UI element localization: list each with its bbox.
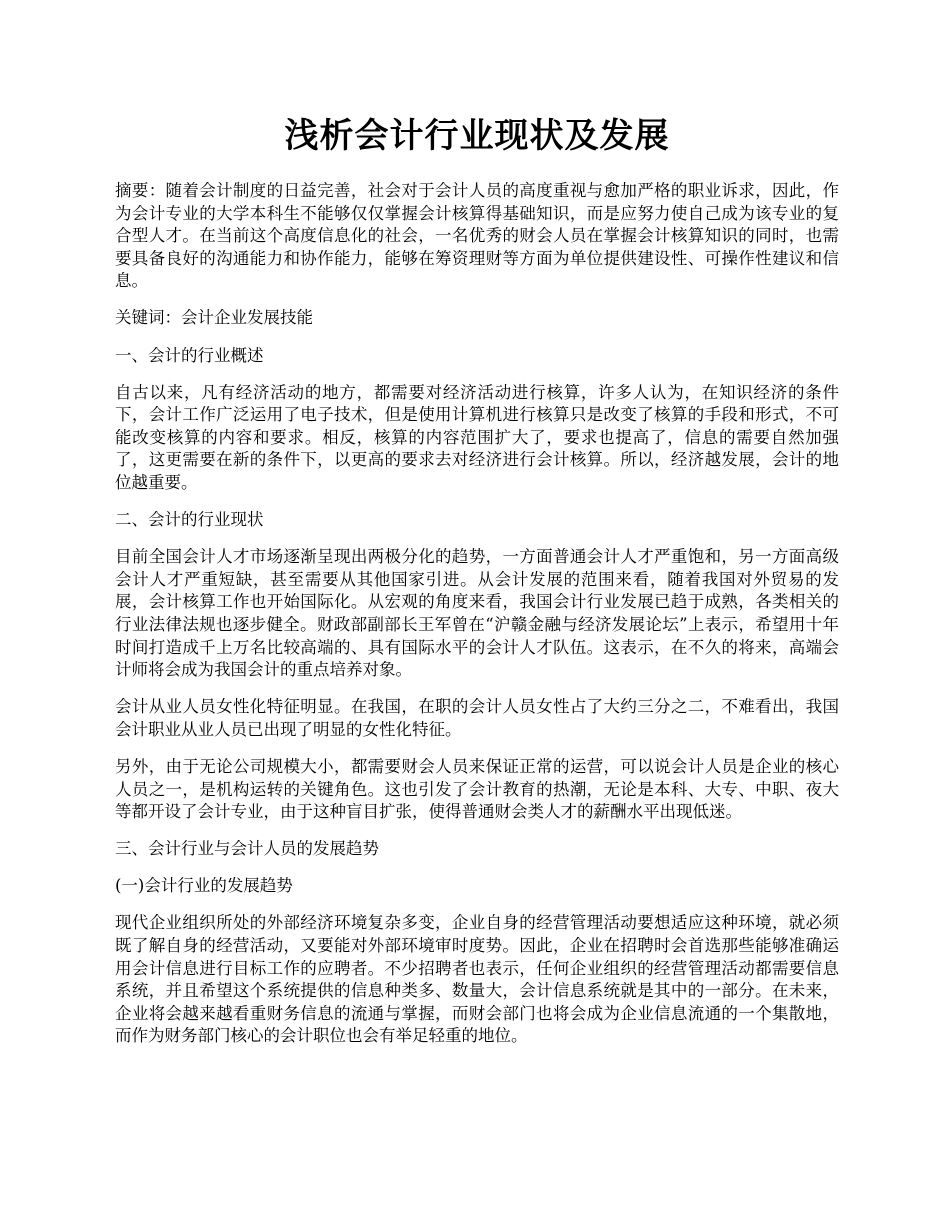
abstract-paragraph: 摘要：随着会计制度的日益完善，社会对于会计人员的高度重视与愈加严格的职业诉求，因此，作为会计专业的大学本科生不能够仅仅掌握会计核算得基础知识，而是应努力使自己成为该专业的复合型人才。在当前这个高度信息化的社会，一名优秀的财会人员在掌握会计核算知识的同时，也需要具备良好的沟通能力和协作能力，能够在筹资理财等方面为单位提供建设性、可操作性建议和信息。: [115, 181, 839, 291]
document-title: 浅析会计行业现状及发展: [284, 116, 670, 156]
keywords-line: 关键词：会计企业发展技能: [115, 308, 313, 328]
section-3-subheading-1: (一)会计行业的发展趋势: [115, 876, 293, 896]
section-3-heading: 三、会计行业与会计人员的发展趋势: [115, 839, 379, 859]
section-1-paragraph-1: 自古以来，凡有经济活动的地方，都需要对经济活动进行核算，许多人认为，在知识经济的条件下，会计工作广泛运用了电子技术，但是使用计算机进行核算只是改变了核算的手段和形式，不可能改变核算的内容和要求。相反，核算的内容范围扩大了，要求也提高了，信息的需要自然加强了，这更需要在新的条件下，以更高的要求去对经济进行会计核算。所以，经济越发展，会计的地位越重要。: [115, 382, 839, 493]
document-page: [115, 112, 839, 1063]
section-2-paragraph-2: 会计从业人员女性化特征明显。在我国，在职的会计人员女性占了大约三分之二，不难看出，我国会计职业从业人员已出现了明显的女性化特征。: [115, 697, 839, 739]
section-2-paragraph-1: 目前全国会计人才市场逐渐呈现出两极分化的趋势，一方面普通会计人才严重饱和，另一方面高级会计人才严重短缺，甚至需要从其他国家引进。从会计发展的范围来看，随着我国对外贸易的发展，会计核算工作也开始国际化。从宏观的角度来看，我国会计行业发展已趋于成熟，各类相关的行业法律法规也逐步健全。财政部副部长王军曾在“沪赣金融与经济发展论坛”上表示，希望用十年时间打造成千上万名比较高端的、具有国际水平的会计人才队伍。这表示，在不久的将来，高端会计师将会成为我国会计的重点培养对象。: [115, 547, 839, 680]
section-1-heading: 一、会计的行业概述: [115, 345, 264, 365]
section-2-paragraph-3: 另外，由于无论公司规模大小，都需要财会人员来保证正常的运营，可以说会计人员是企业的核心人员之一，是机构运转的关键角色。这也引发了会计教育的热潮，无论是本科、大专、中职、夜大等都开设了会计专业，由于这种盲目扩张，使得普通财会类人才的薪酬水平出现低迷。: [115, 756, 839, 822]
section-2-heading: 二、会计的行业现状: [115, 510, 264, 530]
section-3-paragraph-1: 现代企业组织所处的外部经济环境复杂多变，企业自身的经营管理活动要想适应这种环境，就必须既了解自身的经营活动，又要能对外部环境审时度势。因此，企业在招聘时会首选那些能够准确运用会计信息进行目标工作的应聘者。不少招聘者也表示，任何企业组织的经营管理活动都需要信息系统，并且希望这个系统提供的信息种类多、数量大，会计信息系统就是其中的一部分。在未来，企业将会越来越看重财务信息的流通与掌握，而财会部门也将会成为企业信息流通的一个集散地，而作为财务部门核心的会计职位也会有举足轻重的地位。: [115, 913, 839, 1046]
